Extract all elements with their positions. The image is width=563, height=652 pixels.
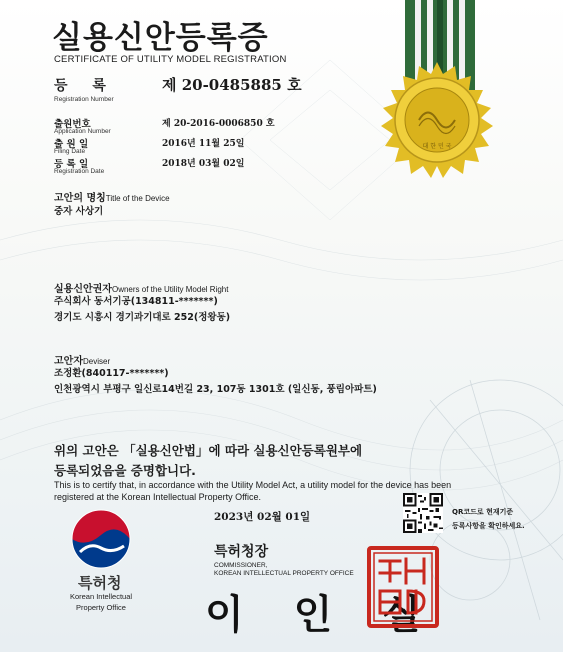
certificate-subtitle: CERTIFICATE OF UTILITY MODEL REGISTRATION [54,54,287,65]
statement-en-line-1: This is to certify that, in accordance with the Utility Model Act, a utility model for the device has been [54,480,452,490]
deviser-label: 고안자 [54,356,83,367]
filing-date-label: 출 원 일 [54,139,89,150]
registration-label-en: Registration Number [54,96,114,103]
application-number-label: 출원번호 [54,119,91,130]
kipo-logo-icon [68,508,134,570]
registration-date-value: 2018년 03월 02일 [162,159,245,169]
official-seal-stamp [366,545,440,629]
owner-label-en: Owners of the Utility Model Right [111,285,229,294]
kipo-name-en-line-2: Property Office [76,603,126,612]
registration-date-label: 등 록 일 [54,159,89,170]
deviser-address: 인천광역시 부평구 일신로14번길 23, 107동 1301호 (일신동, 풍림아파트) [54,384,377,395]
registration-number: 제 20-0485885 호 [162,76,302,94]
commissioner-title-en-1: COMMISSIONER, [214,562,268,569]
svg-text:대 한 민 국: 대 한 민 국 [422,143,452,150]
statement-kr-line-2: 등록되었음을 증명합니다. [54,463,196,478]
kipo-name-kr: 특허청 [78,574,122,592]
registration-label: 등 록 [54,78,116,94]
certificate-title: 실용신안등록증 [52,20,269,56]
commissioner-signature: 이 인 실 [205,591,439,638]
deviser-label-en: Deviser [82,357,111,366]
device-title-value: 중자 사상기 [54,206,104,217]
owner-label: 실용신안권자 [54,284,112,295]
deviser-name: 조정환(840117-*******) [54,368,169,379]
gold-seal-icon [377,60,497,180]
registration-date-label-en: Registration Date [54,168,105,175]
qr-note-line-2: 등록사항을 확인하세요. [452,522,525,530]
issue-date: 2023년 02월 01일 [214,511,311,523]
device-title-label: 고안의 명칭 [54,193,106,204]
filing-date-label-en: Filing Date [54,148,86,155]
application-number-value: 제 20-2016-0006850 호 [162,119,275,129]
commissioner-title-en-2: KOREAN INTELLECTUAL PROPERTY OFFICE [214,570,354,577]
owner-name: 주식회사 동서기공(134811-*******) [54,296,218,307]
kipo-name-en-line-1: Korean Intellectual [69,592,133,601]
device-title-label-en: Title of the Device [105,194,170,203]
statement-en-line-2: registered at the Korean Intellectual Property Office. [54,492,261,502]
owner-address: 경기도 시흥시 경기과기대로 252(정왕동) [54,312,231,323]
filing-date-value: 2016년 11월 25일 [162,139,245,149]
qr-note-line-1: QR코드로 현재기준 [452,508,514,516]
statement-kr-line-1: 위의 고안은 「실용신안법」에 따라 실용신안등록원부에 [54,443,363,458]
qr-code-icon[interactable] [403,493,443,533]
commissioner-title-kr: 특허청장 [214,544,269,560]
application-number-label-en: Application Number [54,128,111,135]
